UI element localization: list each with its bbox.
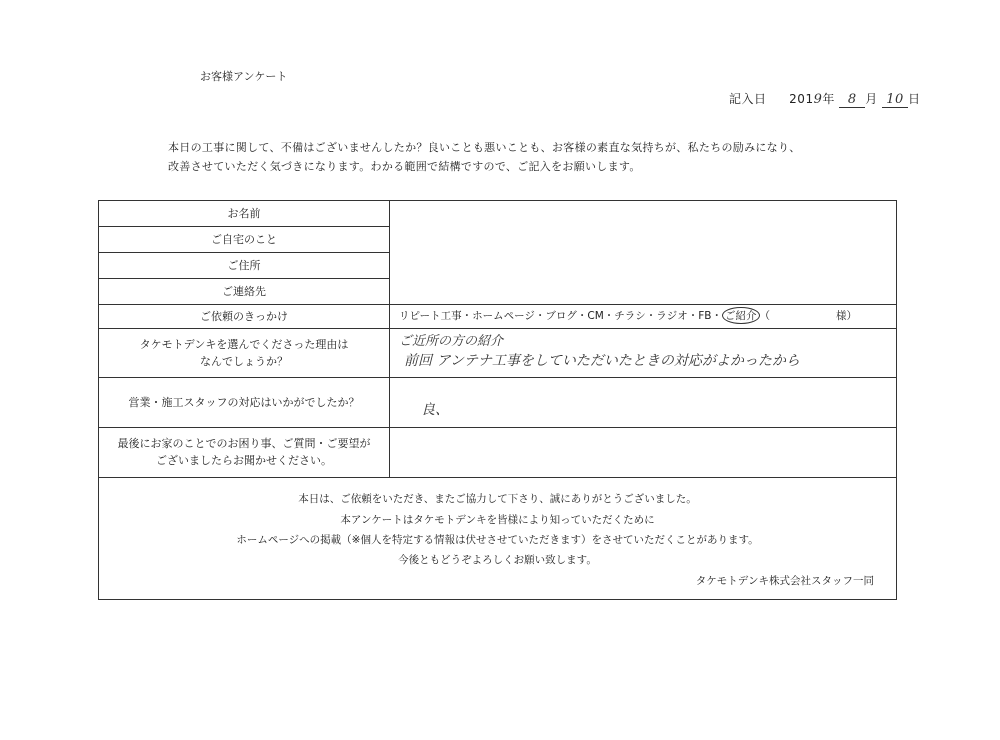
- survey-title: お客様アンケート: [200, 70, 288, 83]
- column-divider: [389, 201, 390, 477]
- contact-label: ご連絡先: [222, 285, 266, 298]
- date-day-handwritten: 10: [886, 92, 904, 107]
- trigger-circled-option: ご紹介: [722, 307, 760, 324]
- requests-label-line-1: 最後にお家のことでのお困り事、ご質問・ご要望が: [117, 437, 371, 450]
- date-year-prefix: 201: [789, 92, 814, 106]
- date-label: 記入日: [729, 92, 767, 106]
- reason-answer-line-1: ご近所の方の紹介: [399, 334, 504, 349]
- staff-answer: 良、: [421, 402, 449, 418]
- intro-line-2: 改善させていただく気づきになります。わかる範囲で結構ですので、ご記入をお願いします。: [168, 160, 641, 173]
- row-divider: [99, 304, 896, 305]
- row-divider: [99, 328, 896, 329]
- year-unit: 年: [822, 92, 835, 106]
- day-unit: 日: [908, 92, 921, 106]
- reason-answer-line-2: 前回 アンテナ工事をしていただいたときの対応がよかったから: [404, 353, 800, 369]
- footer-signature: タケモトデンキ株式会社スタッフ一同: [695, 575, 874, 587]
- date-month-handwritten: 8: [847, 92, 857, 107]
- staff-label: 営業・施工スタッフの対応はいかがでしたか？: [128, 396, 360, 409]
- month-unit: 月: [865, 92, 878, 106]
- requests-label-line-2: ございましたらお聞かせください。: [156, 454, 332, 467]
- footer-line-3: ホームページへの掲載（※個人を特定する情報は伏せさせていただきます）をさせていただくことがあります。: [236, 534, 759, 546]
- row-divider: [99, 477, 896, 478]
- footer-line-2: 本アンケートはタケモトデンキを皆様により知っていただくために: [340, 514, 655, 526]
- footer-line-1: 本日は、ご依頼をいただき、またご協力して下さり、誠にありがとうございました。: [298, 493, 697, 505]
- trigger-paren-open: （: [759, 310, 771, 322]
- home-label: ご自宅のこと: [211, 233, 277, 246]
- footer-line-4: 今後ともどうぞよろしくお願い致します。: [398, 554, 597, 566]
- survey-form: [98, 200, 897, 600]
- reason-label-line-2: なんでしょうか？: [200, 355, 288, 368]
- reason-label: [99, 336, 389, 370]
- intro-text: [168, 138, 801, 176]
- intro-line-1: 本日の工事に関して、不備はございませんしたか？良いことも悪いことも、お客様の素直な気持ちが、私たちの励みになり、: [168, 141, 801, 154]
- month-underline: [839, 107, 865, 108]
- row-divider: [99, 427, 896, 428]
- trigger-options: [399, 307, 857, 324]
- trigger-suffix: 様）: [836, 310, 858, 322]
- address-label: ご住所: [227, 259, 261, 272]
- requests-label: [99, 435, 389, 469]
- reason-label-line-1: タケモトデンキを選んでくださった理由は: [139, 338, 349, 351]
- entry-date: [729, 90, 921, 107]
- row-divider: [99, 377, 896, 378]
- row-divider: [99, 252, 389, 253]
- day-underline: [882, 107, 908, 108]
- name-label: お名前: [227, 207, 261, 220]
- date-year-handwritten: 9: [813, 92, 823, 107]
- row-divider: [99, 278, 389, 279]
- trigger-options-text: リピート工事・ホームページ・ブログ・CM・チラシ・ラジオ・FB・: [399, 310, 723, 322]
- row-divider: [99, 226, 389, 227]
- trigger-label: ご依頼のきっかけ: [200, 310, 288, 323]
